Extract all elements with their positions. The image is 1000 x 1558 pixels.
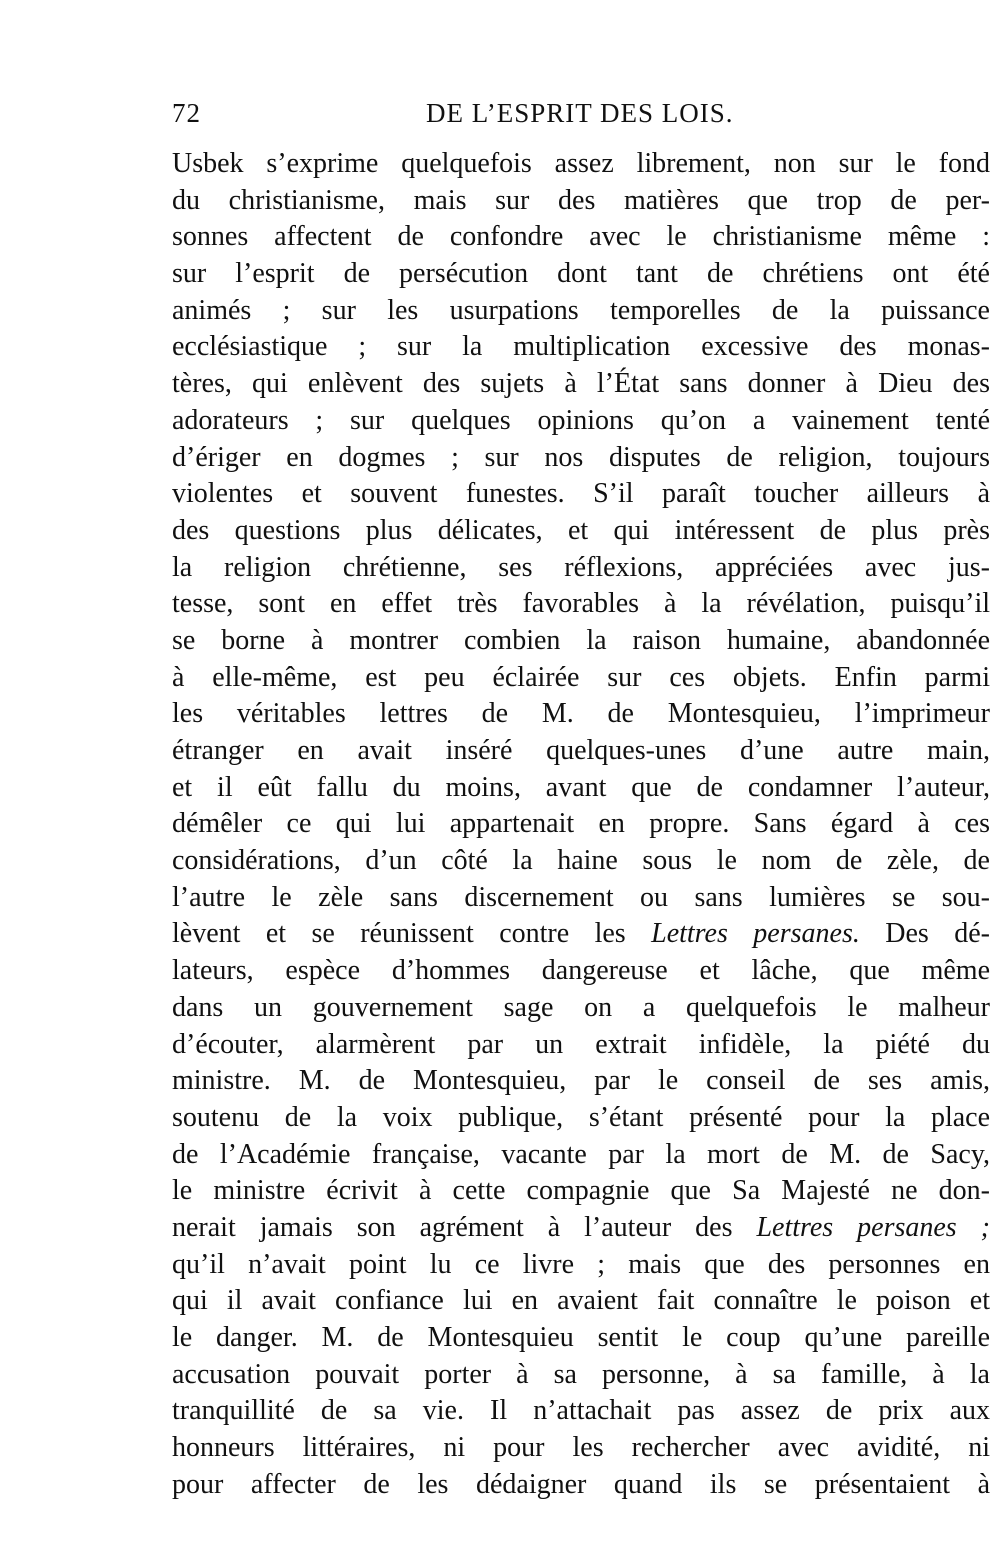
text-line: adorateurs ; sur quelques opinions qu’on a vainement tenté	[172, 404, 990, 436]
text-line: de l’Académie française, vacante par la mort de M. de Sacy,	[172, 1138, 990, 1170]
text-segment: lèvent et se réunissent contre les	[172, 918, 652, 950]
text-line: à elle-même, est peu éclairée sur ces objets. Enfin parmi	[172, 661, 990, 693]
text-line: soutenu de la voix publique, s’étant présenté pour la place	[172, 1101, 990, 1133]
text-line: la religion chrétienne, ses réflexions, appréciées avec jus-	[172, 551, 990, 583]
text-line: se borne à montrer combien la raison humaine, abandonnée	[172, 624, 990, 656]
body-paragraph	[172, 146, 990, 1503]
text-line: d’écouter, alarmèrent par un extrait infidèle, la piété du	[172, 1028, 990, 1060]
text-line: et il eût fallu du moins, avant que de condamner l’auteur,	[172, 771, 990, 803]
text-line: Usbek s’exprime quelquefois assez librement, non sur le fond	[172, 148, 990, 179]
text-line: ministre. M. de Montesquieu, par le conseil de ses amis,	[172, 1065, 990, 1097]
text-line: dans un gouvernement sage on a quelquefois le malheur	[172, 991, 990, 1023]
text-line: l’autre le zèle sans discernement ou sans lumières se sou-	[172, 881, 990, 913]
text-line: qu’il n’avait point lu ce livre ; mais que des personnes en	[172, 1248, 990, 1280]
running-head	[172, 98, 990, 134]
italic-title: Lettres persanes.	[651, 918, 860, 950]
text-line: d’ériger en dogmes ; sur nos disputes de religion, toujours	[172, 441, 990, 473]
text-line: des questions plus délicates, et qui intéressent de plus près	[172, 514, 990, 546]
text-line: violentes et souvent funestes. S’il paraît toucher ailleurs à	[172, 478, 990, 510]
page-number: 72	[172, 98, 201, 128]
text-line: tesse, sont en effet très favorables à la révélation, puisqu’il	[172, 588, 990, 620]
text-segment: Des dé-	[859, 918, 990, 950]
text-line: les véritables lettres de M. de Montesquieu, l’imprimeur	[172, 698, 990, 730]
text-segment: nerait jamais son agrément à l’auteur des	[172, 1211, 757, 1243]
text-line: sur l’esprit de persécution dont tant de chrétiens ont été	[172, 258, 990, 290]
text-line-with-italic	[172, 1210, 990, 1247]
text-line: considérations, d’un côté la haine sous le nom de zèle, de	[172, 845, 990, 877]
text-line: qui il avait confiance lui en avaient fait connaître le poison et	[172, 1285, 990, 1317]
text-line: sonnes affectent de confondre avec le christianisme même :	[172, 221, 990, 253]
text-line: le danger. M. de Montesquieu sentit le coup qu’une pareille	[172, 1322, 990, 1353]
text-line-with-italic	[172, 916, 990, 953]
text-line: tranquillité de sa vie. Il n’attachait pas assez de prix aux	[172, 1395, 990, 1427]
text-line: démêler ce qui lui appartenait en propre. Sans égard à ces	[172, 808, 990, 840]
text-line: honneurs littéraires, ni pour les rechercher avec avidité, ni	[172, 1432, 990, 1464]
text-line: ecclésiastique ; sur la multiplication excessive des monas-	[172, 331, 990, 363]
text-line: pour affecter de les dédaigner quand ils se présentaient à	[172, 1468, 990, 1500]
running-title: DE L’ESPRIT DES LOIS.	[426, 98, 734, 128]
text-line: animés ; sur les usurpations temporelles de la puissance	[172, 294, 990, 326]
text-line: lateurs, espèce d’hommes dangereuse et lâche, que même	[172, 955, 990, 987]
text-line: tères, qui enlèvent des sujets à l’État sans donner à Dieu des	[172, 368, 990, 400]
text-line: du christianisme, mais sur des matières que trop de per-	[172, 184, 990, 216]
italic-title: Lettres persanes ;	[756, 1211, 990, 1243]
text-line: étranger en avait inséré quelques-unes d’une autre main,	[172, 735, 990, 766]
text-line: accusation pouvait porter à sa personne, à sa famille, à la	[172, 1358, 990, 1390]
text-line: le ministre écrivit à cette compagnie que Sa Majesté ne don-	[172, 1175, 990, 1207]
